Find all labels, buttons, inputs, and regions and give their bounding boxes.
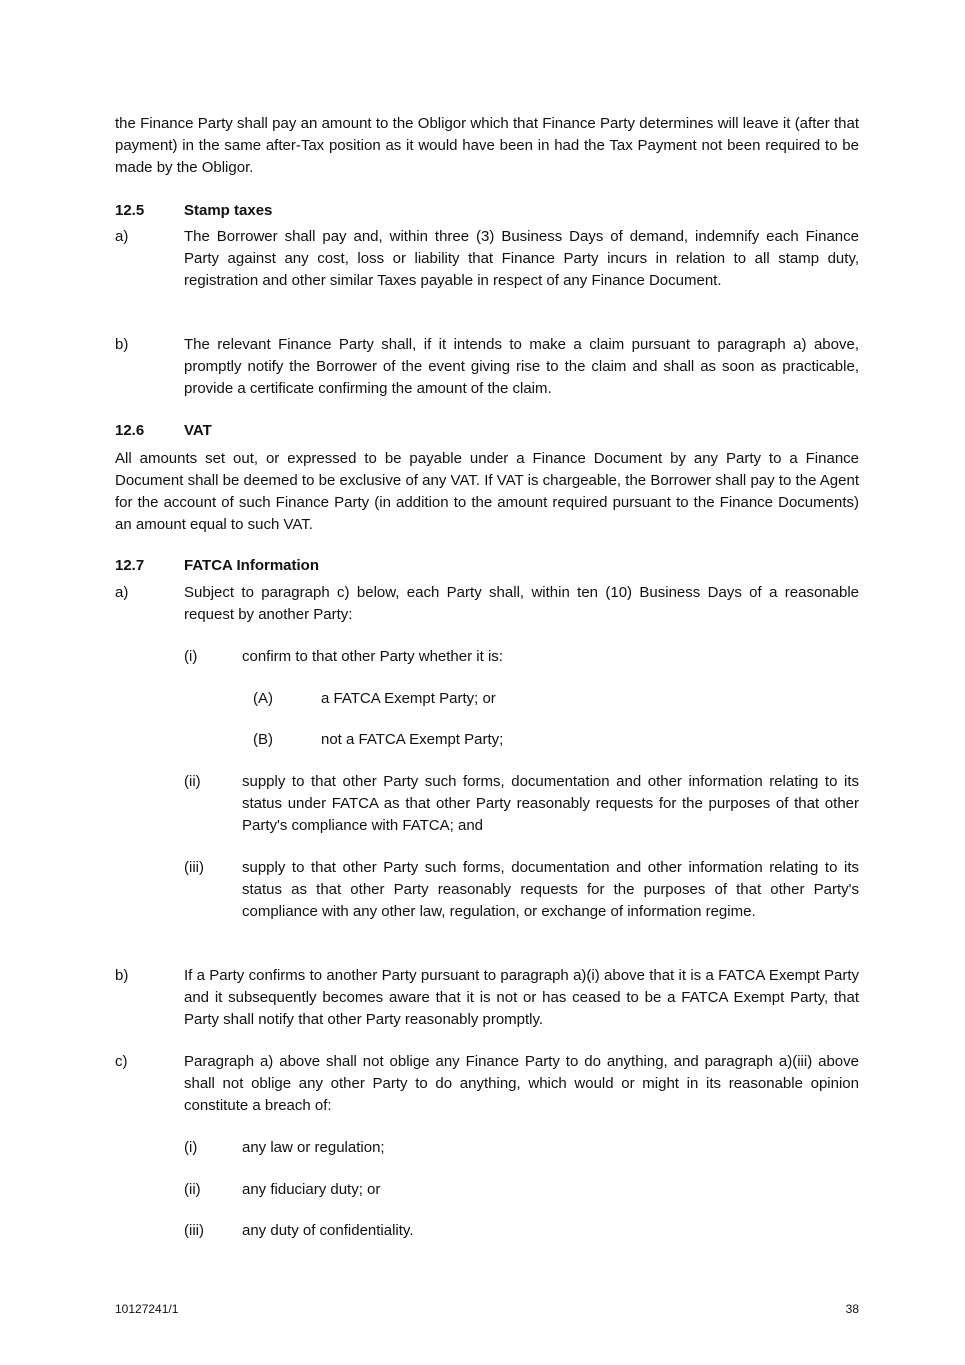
item-label: a) (115, 228, 129, 245)
item-label: (A) (253, 690, 273, 707)
item-text: If a Party confirms to another Party pursuant to paragraph a)(i) above that it is a FATCA Exempt Party and it subsequently becomes aware that it is not or has ceased to be a FATCA Exempt Party, that Party shall notify that other Party reasonably promptly. (184, 967, 859, 1028)
item-text: The relevant Finance Party shall, if it intends to make a claim pursuant to paragraph a) above, promptly notify the Borrower of the event giving rise to the claim and shall as soon as practicable, provide a certificate confirming the amount of the claim. (184, 336, 859, 397)
item-label: c) (115, 1053, 128, 1070)
section-title: Stamp taxes (184, 202, 273, 219)
item-text: the Finance Party shall pay an amount to the Obligor which that Finance Party determines will leave it (after that payment) in the same after-Tax position as it would have been in had the Tax Payment not been required to be made by the Obligor. (115, 115, 859, 176)
item-text: confirm to that other Party whether it is: (242, 648, 503, 665)
item-label: (B) (253, 731, 273, 748)
section-number: 12.7 (115, 557, 145, 574)
document-reference: 10127241/1 (115, 1302, 179, 1316)
section-title: VAT (184, 422, 212, 439)
item-text: All amounts set out, or expressed to be payable under a Finance Document by any Party to a Finance Document shall be deemed to be exclusive of any VAT. If VAT is chargeable, the Borrower shall pay to the Agent for the account of such Finance Party (in addition to the amount required pursuant to the Finance Documents) an amount equal to such VAT. (115, 450, 859, 533)
section-title: FATCA Information (184, 557, 319, 574)
item-text: supply to that other Party such forms, documentation and other information relating to its status under FATCA as that other Party reasonably requests for the purposes of that other Party's compliance with FATCA; and (242, 773, 859, 834)
item-label: (ii) (184, 1181, 201, 1198)
item-text: supply to that other Party such forms, documentation and other information relating to its status as that other Party reasonably requests for the purposes of that other Party's compliance with any other law, regulation, or exchange of information regime. (242, 859, 859, 920)
item-label: a) (115, 584, 129, 601)
item-text: any duty of confidentiality. (242, 1222, 414, 1239)
item-text: any law or regulation; (242, 1139, 385, 1156)
item-label: (i) (184, 648, 198, 665)
item-text: any fiduciary duty; or (242, 1181, 381, 1198)
item-label: (i) (184, 1139, 198, 1156)
item-text: Subject to paragraph c) below, each Party shall, within ten (10) Business Days of a reasonable request by another Party: (184, 584, 859, 623)
item-label: (iii) (184, 859, 204, 876)
item-text: Paragraph a) above shall not oblige any Finance Party to do anything, and paragraph a)(iii) above shall not oblige any other Party to do anything, which would or might in its reasonable opinion constitute a breach of: (184, 1053, 859, 1114)
item-text: The Borrower shall pay and, within three (3) Business Days of demand, indemnify each Finance Party against any cost, loss or liability that Finance Party incurs in relation to all stamp duty, registration and other similar Taxes payable in respect of any Finance Document. (184, 228, 859, 289)
page-number: 38 (845, 1302, 859, 1316)
item-label: (ii) (184, 773, 201, 790)
item-label: b) (115, 967, 129, 984)
section-number: 12.6 (115, 422, 145, 439)
item-label: b) (115, 336, 129, 353)
item-text: a FATCA Exempt Party; or (321, 690, 496, 707)
item-text: not a FATCA Exempt Party; (321, 731, 504, 748)
item-label: (iii) (184, 1222, 204, 1239)
section-number: 12.5 (115, 202, 145, 219)
